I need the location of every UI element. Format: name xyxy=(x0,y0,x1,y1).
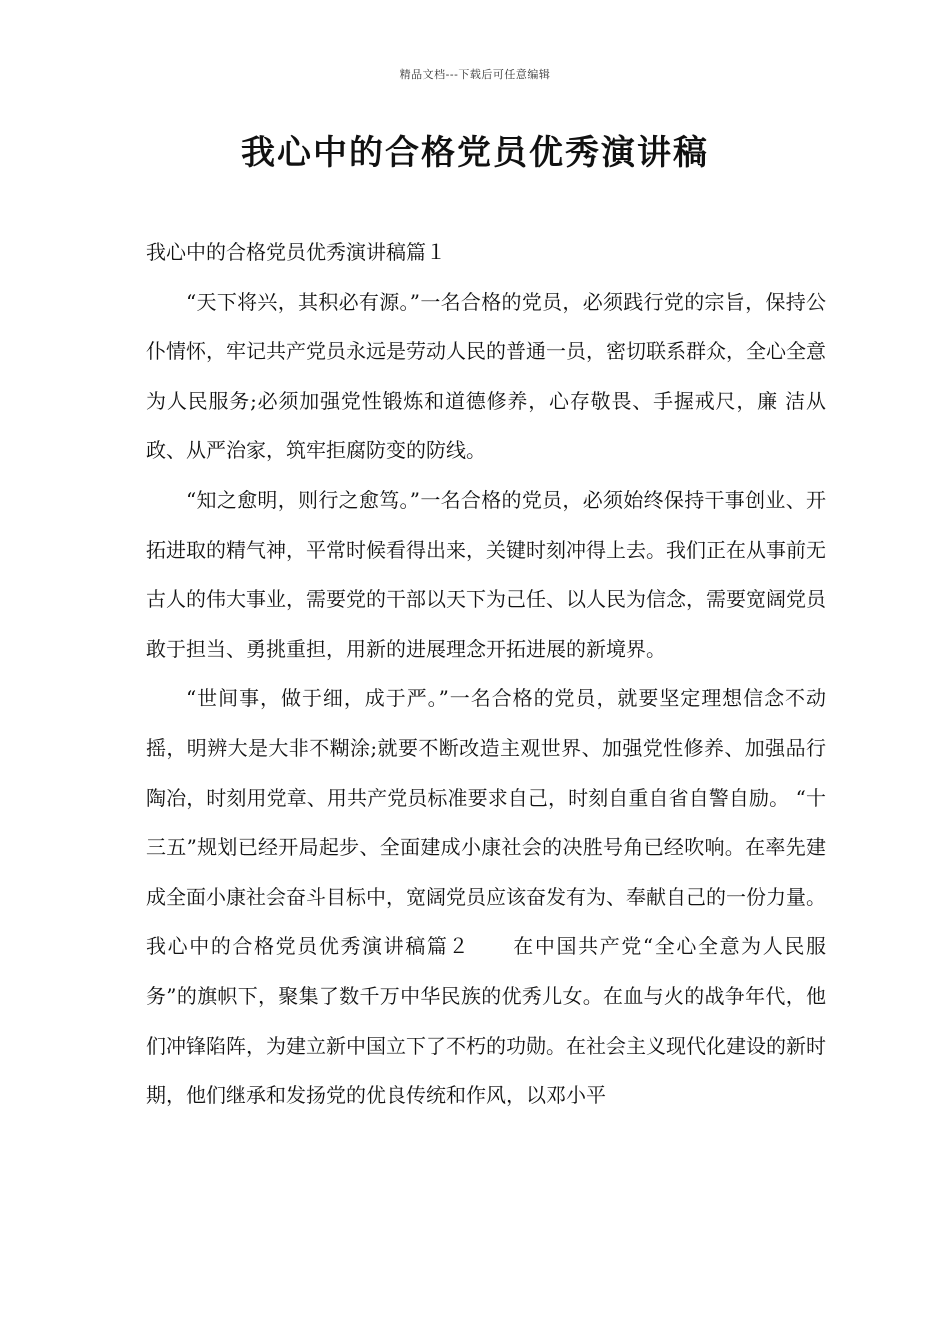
paragraph-1: “天下将兴，其积必有源。”一名合格的党员，必须践行党的宗旨，保持公仆情怀，牢记共产党员永远是劳动人民的普通一员，密切联系群众，全心全意为人民服务;必须加强党性锻炼和道德修养，心存敬畏、手握戒尺，廉 洁从政、从严治家，筑牢拒腐防变的防线。 xyxy=(146,289,826,463)
paragraph-2: “知之愈明，则行之愈笃。”一名合格的党员，必须始终保持干事创业、开拓进取的精气神，平常时候看得出来，关键时刻冲得上去。我们正在从事前无古人的伟大事业，需要党的干部以天下为己任、以人民为信念，需要宽阔党员敢于担当、勇挑重担，用新的进展理念开拓进展的新境界。 xyxy=(146,487,826,661)
paragraph-3: “世间事，做于细，成于严。”一名合格的党员，就要坚定理想信念不动摇，明辨大是大非不糊涂;就要不断改造主观世界、加强党性修养、加强品行陶冶，时刻用党章、用共产党员标准要求自己，时刻自重自省自警自励。 “十三五”规划已经开局起步、全面建成小康社会的决胜号角已经吹响。在率先建成全面小康社会奋斗目标中，宽阔党员应该奋发有为、奉献自己的一份力量。我心中的合格党员优秀演讲稿篇２ 在中国共产党“全心全意为人民服务”的旗帜下，聚集了数千万中华民族的优秀儿女。在血与火的战争年代，他们冲锋陷阵，为建立新中国立下了不朽的功勋。在社会主义现代化建设的新时期，他们继承和发扬党的优良传统和作风，以邓小平 xyxy=(146,686,826,1108)
document-title: 我心中的合格党员优秀演讲稿 xyxy=(241,133,709,173)
section-heading: 我心中的合格党员优秀演讲稿篇１ xyxy=(146,240,446,264)
header-note: 精品文档---下载后可任意编辑 xyxy=(399,68,551,81)
document-body xyxy=(146,228,826,1121)
